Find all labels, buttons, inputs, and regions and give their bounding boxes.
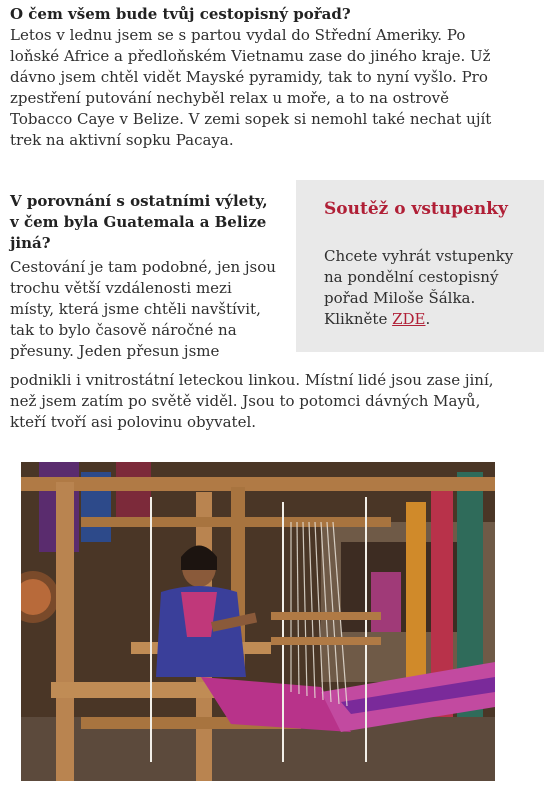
- interview-question-2: V porovnání s ostatními výlety, v čem byla Guatemala a Belize jiná?: [10, 192, 268, 252]
- interview-answer-2-part-1: Cestování je tam podobné, jen jsou trochu větší vzdálenosti mezi místy, která jsme chtěli navštívit, tak to bylo časově náročné na přesuny. Jeden přesun jsme: [10, 258, 276, 360]
- contest-sidebar: [296, 180, 544, 352]
- interview-answer-1: Letos v lednu jsem se s partou vydal do Střední Ameriky. Po loňské Africe a předloňském Vietnamu zase do jiného kraje. Už dávno jsem chtěl vidět Mayské pyramidy, tak to nyní vyšlo. Pro zpestření putování nechyběl relax u moře, a to na ostrově Tobacco Caye v Belize. V zemi sopek si nemohl také nechat ujít trek na aktivní sopku Pacaya.: [10, 26, 492, 149]
- weaving-photo: [21, 462, 495, 781]
- weaving-photo-illustration: [21, 462, 495, 781]
- contest-link[interactable]: ZDE: [392, 310, 426, 328]
- contest-text-end: .: [425, 310, 431, 328]
- interview-answer-2-part-2: podnikli i vnitrostátní leteckou linkou. Místní lidé jsou zase jiní, než jsem zatím po světě viděl. Jsou to potomci dávných Mayů, kteří tvoří asi polovinu obyvatel.: [10, 371, 494, 431]
- contest-title: Soutěž o vstupenky: [324, 199, 508, 219]
- interview-question-1: O čem všem bude tvůj cestopisný pořad?: [10, 5, 351, 23]
- contest-text-body: Chcete vyhrát vstupenky na pondělní cestopisný pořad Miloše Šálka. Klikněte: [324, 247, 514, 328]
- contest-text: [324, 246, 536, 330]
